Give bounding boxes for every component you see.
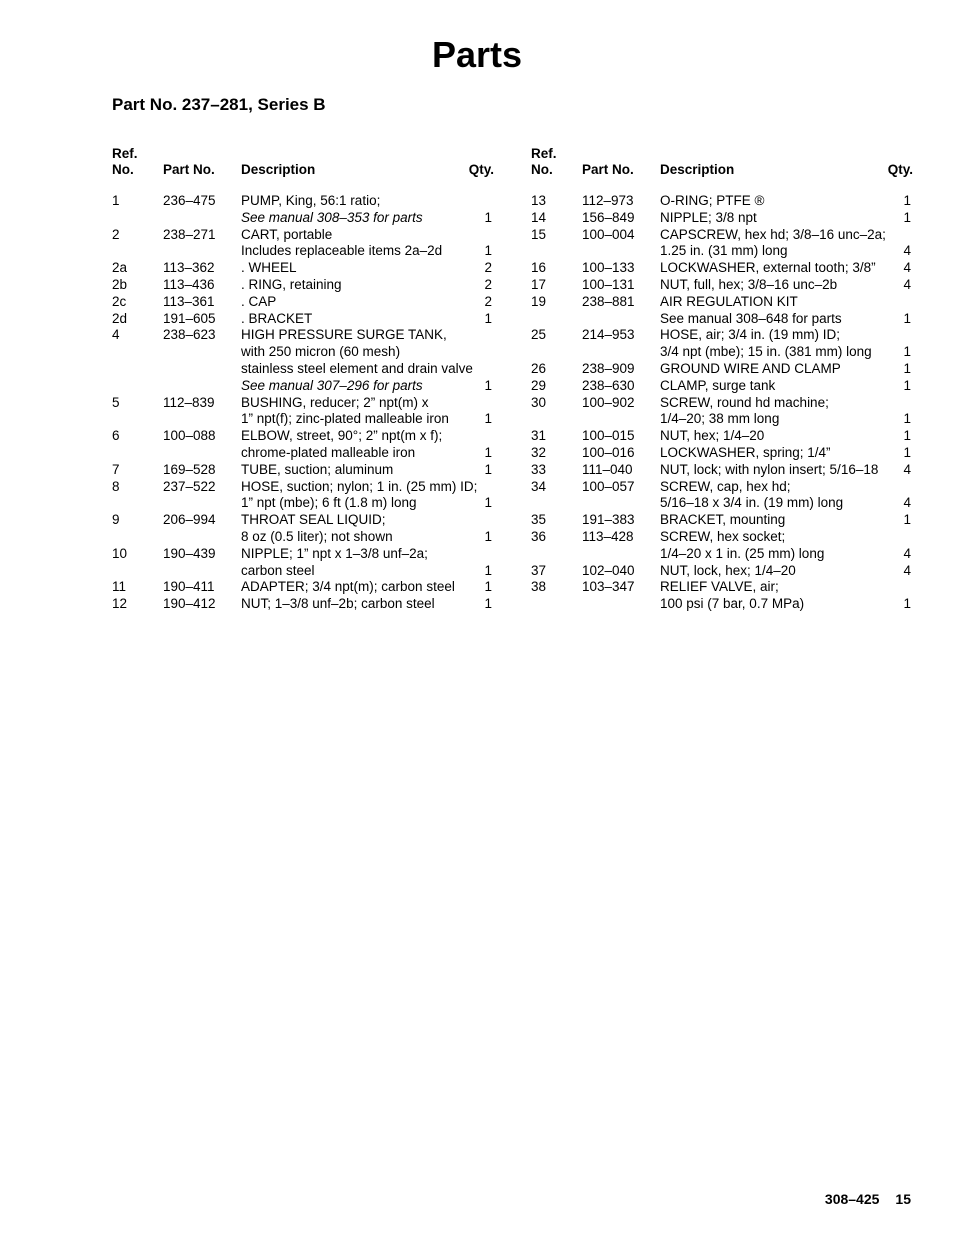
cell-part-no: 100–131 — [582, 276, 635, 292]
table-header — [531, 146, 915, 179]
table-row — [531, 479, 915, 496]
cell-part-no: 113–428 — [582, 528, 634, 544]
cell-description: BUSHING, reducer; 2” npt(m) x — [241, 394, 429, 410]
cell-description: SCREW, cap, hex hd; — [660, 478, 791, 494]
cell-description: See manual 308–353 for parts — [241, 209, 423, 225]
table-row — [531, 462, 915, 479]
cell-ref: 8 — [112, 478, 120, 494]
table-row — [112, 579, 496, 596]
table-row — [531, 311, 915, 328]
table-row — [531, 445, 915, 462]
cell-part-no: 102–040 — [582, 562, 635, 578]
cell-description: carbon steel — [241, 562, 315, 578]
table-row — [531, 210, 915, 227]
table-row — [112, 378, 496, 395]
page-number: 15 — [895, 1191, 911, 1207]
cell-qty: 1 — [903, 193, 911, 208]
table-row — [531, 227, 915, 244]
table-row — [531, 579, 915, 596]
cell-ref: 30 — [531, 394, 547, 410]
cell-ref: 5 — [112, 394, 120, 410]
cell-description: NUT, lock; with nylon insert; 5/16–18 — [660, 461, 879, 477]
cell-qty: 1 — [903, 344, 911, 360]
cell-qty: 1 — [484, 377, 492, 393]
table-row — [531, 596, 915, 613]
header-qty: Qty. — [468, 162, 494, 177]
cell-ref: 35 — [531, 512, 547, 528]
cell-part-no: 238–623 — [163, 327, 216, 343]
cell-description: 1/4–20 x 1 in. (25 mm) long — [660, 545, 825, 561]
cell-part-no: 214–953 — [582, 327, 635, 343]
cell-ref: 7 — [112, 461, 120, 477]
cell-ref: 29 — [531, 377, 547, 393]
table-row — [531, 327, 915, 344]
cell-qty: 1 — [903, 512, 911, 528]
cell-part-no: 238–630 — [582, 377, 635, 393]
table-row — [531, 378, 915, 395]
header-part-no: Part No. — [582, 162, 634, 177]
cell-qty: 1 — [903, 444, 911, 460]
cell-description: Includes replaceable items 2a–2d — [241, 243, 443, 259]
cell-ref: 32 — [531, 444, 547, 460]
cell-qty: 1 — [484, 562, 492, 578]
cell-description: HIGH PRESSURE SURGE TANK, — [241, 327, 447, 343]
table-row — [112, 495, 496, 512]
cell-description: . CAP — [241, 293, 277, 309]
parts-table-right — [531, 146, 915, 613]
cell-qty: 1 — [484, 495, 492, 511]
header-ref-line2: No. — [112, 162, 134, 177]
cell-description: HOSE, air; 3/4 in. (19 mm) ID; — [660, 327, 841, 343]
table-row — [531, 512, 915, 529]
cell-ref: 2a — [112, 260, 128, 276]
cell-ref: 13 — [531, 193, 547, 208]
table-row — [112, 361, 496, 378]
cell-ref: 17 — [531, 276, 547, 292]
cell-part-no: 191–605 — [163, 310, 216, 326]
cell-qty: 4 — [903, 260, 911, 276]
cell-qty: 4 — [903, 495, 911, 511]
cell-ref: 6 — [112, 428, 120, 444]
cell-ref: 26 — [531, 360, 547, 376]
cell-description: BRACKET, mounting — [660, 512, 786, 528]
doc-number: 308–425 — [824, 1191, 880, 1207]
cell-description: CAPSCREW, hex hd; 3/8–16 unc–2a; — [660, 226, 886, 242]
cell-description: ELBOW, street, 90°; 2” npt(m x f); — [241, 428, 443, 444]
table-row — [531, 495, 915, 512]
cell-part-no: 100–016 — [582, 444, 635, 460]
cell-qty: 1 — [484, 579, 492, 595]
cell-description: HOSE, suction; nylon; 1 in. (25 mm) ID; — [241, 478, 478, 494]
cell-description: 1/4–20; 38 mm long — [660, 411, 780, 427]
cell-description: CLAMP, surge tank — [660, 377, 776, 393]
cell-qty: 2 — [484, 276, 492, 292]
cell-part-no: 113–362 — [163, 260, 215, 276]
cell-part-no: 238–271 — [163, 226, 216, 242]
cell-ref: 33 — [531, 461, 547, 477]
cell-qty: 1 — [903, 596, 911, 612]
cell-ref: 2d — [112, 310, 128, 326]
cell-description: SCREW, hex socket; — [660, 528, 786, 544]
cell-part-no: 112–973 — [582, 193, 634, 208]
table-row — [112, 227, 496, 244]
cell-qty: 4 — [903, 562, 911, 578]
cell-part-no: 190–439 — [163, 545, 216, 561]
table-header — [112, 146, 496, 179]
table-row — [531, 243, 915, 260]
cell-part-no: 100–902 — [582, 394, 635, 410]
cell-description: GROUND WIRE AND CLAMP — [660, 360, 841, 376]
cell-part-no: 206–994 — [163, 512, 216, 528]
cell-description: with 250 micron (60 mesh) — [241, 344, 401, 360]
cell-description: 1” npt (mbe); 6 ft (1.8 m) long — [241, 495, 417, 511]
table-row — [112, 311, 496, 328]
cell-description: 1.25 in. (31 mm) long — [660, 243, 788, 259]
header-part-no: Part No. — [163, 162, 215, 177]
cell-part-no: 100–088 — [163, 428, 216, 444]
table-row — [531, 428, 915, 445]
cell-qty: 1 — [484, 461, 492, 477]
cell-qty: 4 — [903, 545, 911, 561]
cell-part-no: 111–040 — [582, 461, 633, 477]
cell-description: 1” npt(f); zinc-plated malleable iron — [241, 411, 449, 427]
table-row — [112, 260, 496, 277]
cell-description: 100 psi (7 bar, 0.7 MPa) — [660, 596, 805, 612]
cell-part-no: 238–881 — [582, 293, 635, 309]
cell-ref: 2b — [112, 276, 128, 292]
cell-qty: 1 — [484, 528, 492, 544]
cell-qty: 1 — [903, 377, 911, 393]
table-row — [112, 344, 496, 361]
cell-description: . RING, retaining — [241, 276, 342, 292]
cell-ref: 1 — [112, 193, 120, 208]
table-row — [112, 428, 496, 445]
cell-part-no: 100–057 — [582, 478, 635, 494]
cell-ref: 2 — [112, 226, 120, 242]
cell-description: NIPPLE; 3/8 npt — [660, 209, 757, 225]
cell-part-no: 112–839 — [163, 394, 215, 410]
cell-part-no: 191–383 — [582, 512, 635, 528]
cell-description: NUT, full, hex; 3/8–16 unc–2b — [660, 276, 838, 292]
cell-part-no: 190–411 — [163, 579, 215, 595]
cell-description: PUMP, King, 56:1 ratio; — [241, 193, 381, 208]
table-row — [112, 411, 496, 428]
cell-description: NUT; 1–3/8 unf–2b; carbon steel — [241, 596, 435, 612]
cell-description: NUT, hex; 1/4–20 — [660, 428, 765, 444]
cell-ref: 10 — [112, 545, 128, 561]
cell-description: CART, portable — [241, 226, 333, 242]
table-row — [112, 563, 496, 580]
cell-ref: 2c — [112, 293, 127, 309]
cell-description: chrome-plated malleable iron — [241, 444, 416, 460]
cell-part-no: 237–522 — [163, 478, 216, 494]
cell-ref: 15 — [531, 226, 547, 242]
cell-qty: 1 — [903, 209, 911, 225]
cell-qty: 4 — [903, 461, 911, 477]
cell-qty: 4 — [903, 276, 911, 292]
cell-ref: 19 — [531, 293, 547, 309]
cell-part-no: 100–004 — [582, 226, 635, 242]
page-footer — [825, 1191, 911, 1207]
cell-ref: 31 — [531, 428, 547, 444]
cell-description: stainless steel element and drain valve — [241, 360, 473, 376]
table-row — [112, 479, 496, 496]
cell-description: NUT, lock, hex; 1/4–20 — [660, 562, 796, 578]
table-row — [531, 395, 915, 412]
cell-ref: 12 — [112, 596, 128, 612]
cell-part-no: 113–361 — [163, 293, 215, 309]
cell-qty: 1 — [903, 428, 911, 444]
table-row — [112, 529, 496, 546]
table-row — [112, 596, 496, 613]
cell-qty: 1 — [903, 360, 911, 376]
table-row — [112, 546, 496, 563]
cell-description: See manual 308–648 for parts — [660, 310, 842, 326]
header-ref-line2: No. — [531, 162, 553, 177]
cell-qty: 1 — [484, 243, 492, 259]
cell-qty: 1 — [484, 411, 492, 427]
cell-qty: 2 — [484, 260, 492, 276]
cell-ref: 11 — [112, 579, 127, 595]
cell-part-no: 103–347 — [582, 579, 635, 595]
cell-part-no: 100–133 — [582, 260, 635, 276]
table-row — [531, 529, 915, 546]
table-row — [112, 294, 496, 311]
table-row — [531, 361, 915, 378]
cell-part-no: 190–412 — [163, 596, 216, 612]
parts-table-left — [112, 146, 496, 613]
table-row — [112, 327, 496, 344]
table-row — [531, 193, 915, 210]
cell-description: LOCKWASHER, external tooth; 3/8” — [660, 260, 876, 276]
table-row — [112, 193, 496, 210]
cell-description: LOCKWASHER, spring; 1/4” — [660, 444, 831, 460]
section-title: Part No. 237–281, Series B — [112, 95, 326, 114]
table-row — [531, 294, 915, 311]
cell-description: . BRACKET — [241, 310, 313, 326]
header-ref-line1: Ref. — [531, 146, 557, 161]
cell-qty: 4 — [903, 243, 911, 259]
cell-description: NIPPLE; 1” npt x 1–3/8 unf–2a; — [241, 545, 428, 561]
cell-part-no: 236–475 — [163, 193, 216, 208]
cell-description: See manual 307–296 for parts — [241, 377, 423, 393]
cell-qty: 1 — [903, 310, 911, 326]
table-row — [531, 546, 915, 563]
table-row — [112, 210, 496, 227]
cell-part-no: 238–909 — [582, 360, 635, 376]
cell-ref: 37 — [531, 562, 547, 578]
table-row — [112, 445, 496, 462]
cell-description: SCREW, round hd machine; — [660, 394, 829, 410]
cell-ref: 9 — [112, 512, 120, 528]
page-title: Parts — [431, 34, 523, 75]
cell-ref: 16 — [531, 260, 547, 276]
cell-qty: 1 — [484, 209, 492, 225]
cell-qty: 1 — [484, 444, 492, 460]
cell-qty: 1 — [484, 596, 492, 612]
cell-qty: 1 — [484, 310, 492, 326]
header-description: Description — [241, 162, 316, 177]
cell-description: O-RING; PTFE ® — [660, 193, 765, 208]
table-body-left — [112, 193, 496, 613]
cell-part-no: 113–436 — [163, 276, 215, 292]
table-row — [531, 344, 915, 361]
table-row — [112, 277, 496, 294]
table-row — [531, 260, 915, 277]
cell-qty: 2 — [484, 293, 492, 309]
cell-part-no: 156–849 — [582, 209, 635, 225]
table-row — [112, 462, 496, 479]
cell-ref: 34 — [531, 478, 547, 494]
table-row — [531, 563, 915, 580]
cell-description: AIR REGULATION KIT — [660, 293, 798, 309]
header-qty: Qty. — [887, 162, 913, 177]
cell-description: . WHEEL — [241, 260, 297, 276]
cell-description: THROAT SEAL LIQUID; — [241, 512, 386, 528]
table-row — [112, 512, 496, 529]
header-description: Description — [660, 162, 735, 177]
cell-ref: 4 — [112, 327, 120, 343]
cell-part-no: 169–528 — [163, 461, 216, 477]
table-body-right — [531, 193, 915, 613]
cell-ref: 25 — [531, 327, 547, 343]
cell-description: 8 oz (0.5 liter); not shown — [241, 528, 393, 544]
cell-ref: 14 — [531, 209, 547, 225]
table-row — [531, 277, 915, 294]
header-ref-line1: Ref. — [112, 146, 138, 161]
cell-ref: 38 — [531, 579, 547, 595]
cell-qty: 1 — [903, 411, 911, 427]
cell-description: ADAPTER; 3/4 npt(m); carbon steel — [241, 579, 455, 595]
cell-description: 3/4 npt (mbe); 15 in. (381 mm) long — [660, 344, 872, 360]
cell-description: 5/16–18 x 3/4 in. (19 mm) long — [660, 495, 844, 511]
cell-description: TUBE, suction; aluminum — [241, 461, 394, 477]
cell-part-no: 100–015 — [582, 428, 635, 444]
table-row — [112, 243, 496, 260]
table-row — [531, 411, 915, 428]
table-row — [112, 395, 496, 412]
cell-description: RELIEF VALVE, air; — [660, 579, 779, 595]
cell-ref: 36 — [531, 528, 547, 544]
